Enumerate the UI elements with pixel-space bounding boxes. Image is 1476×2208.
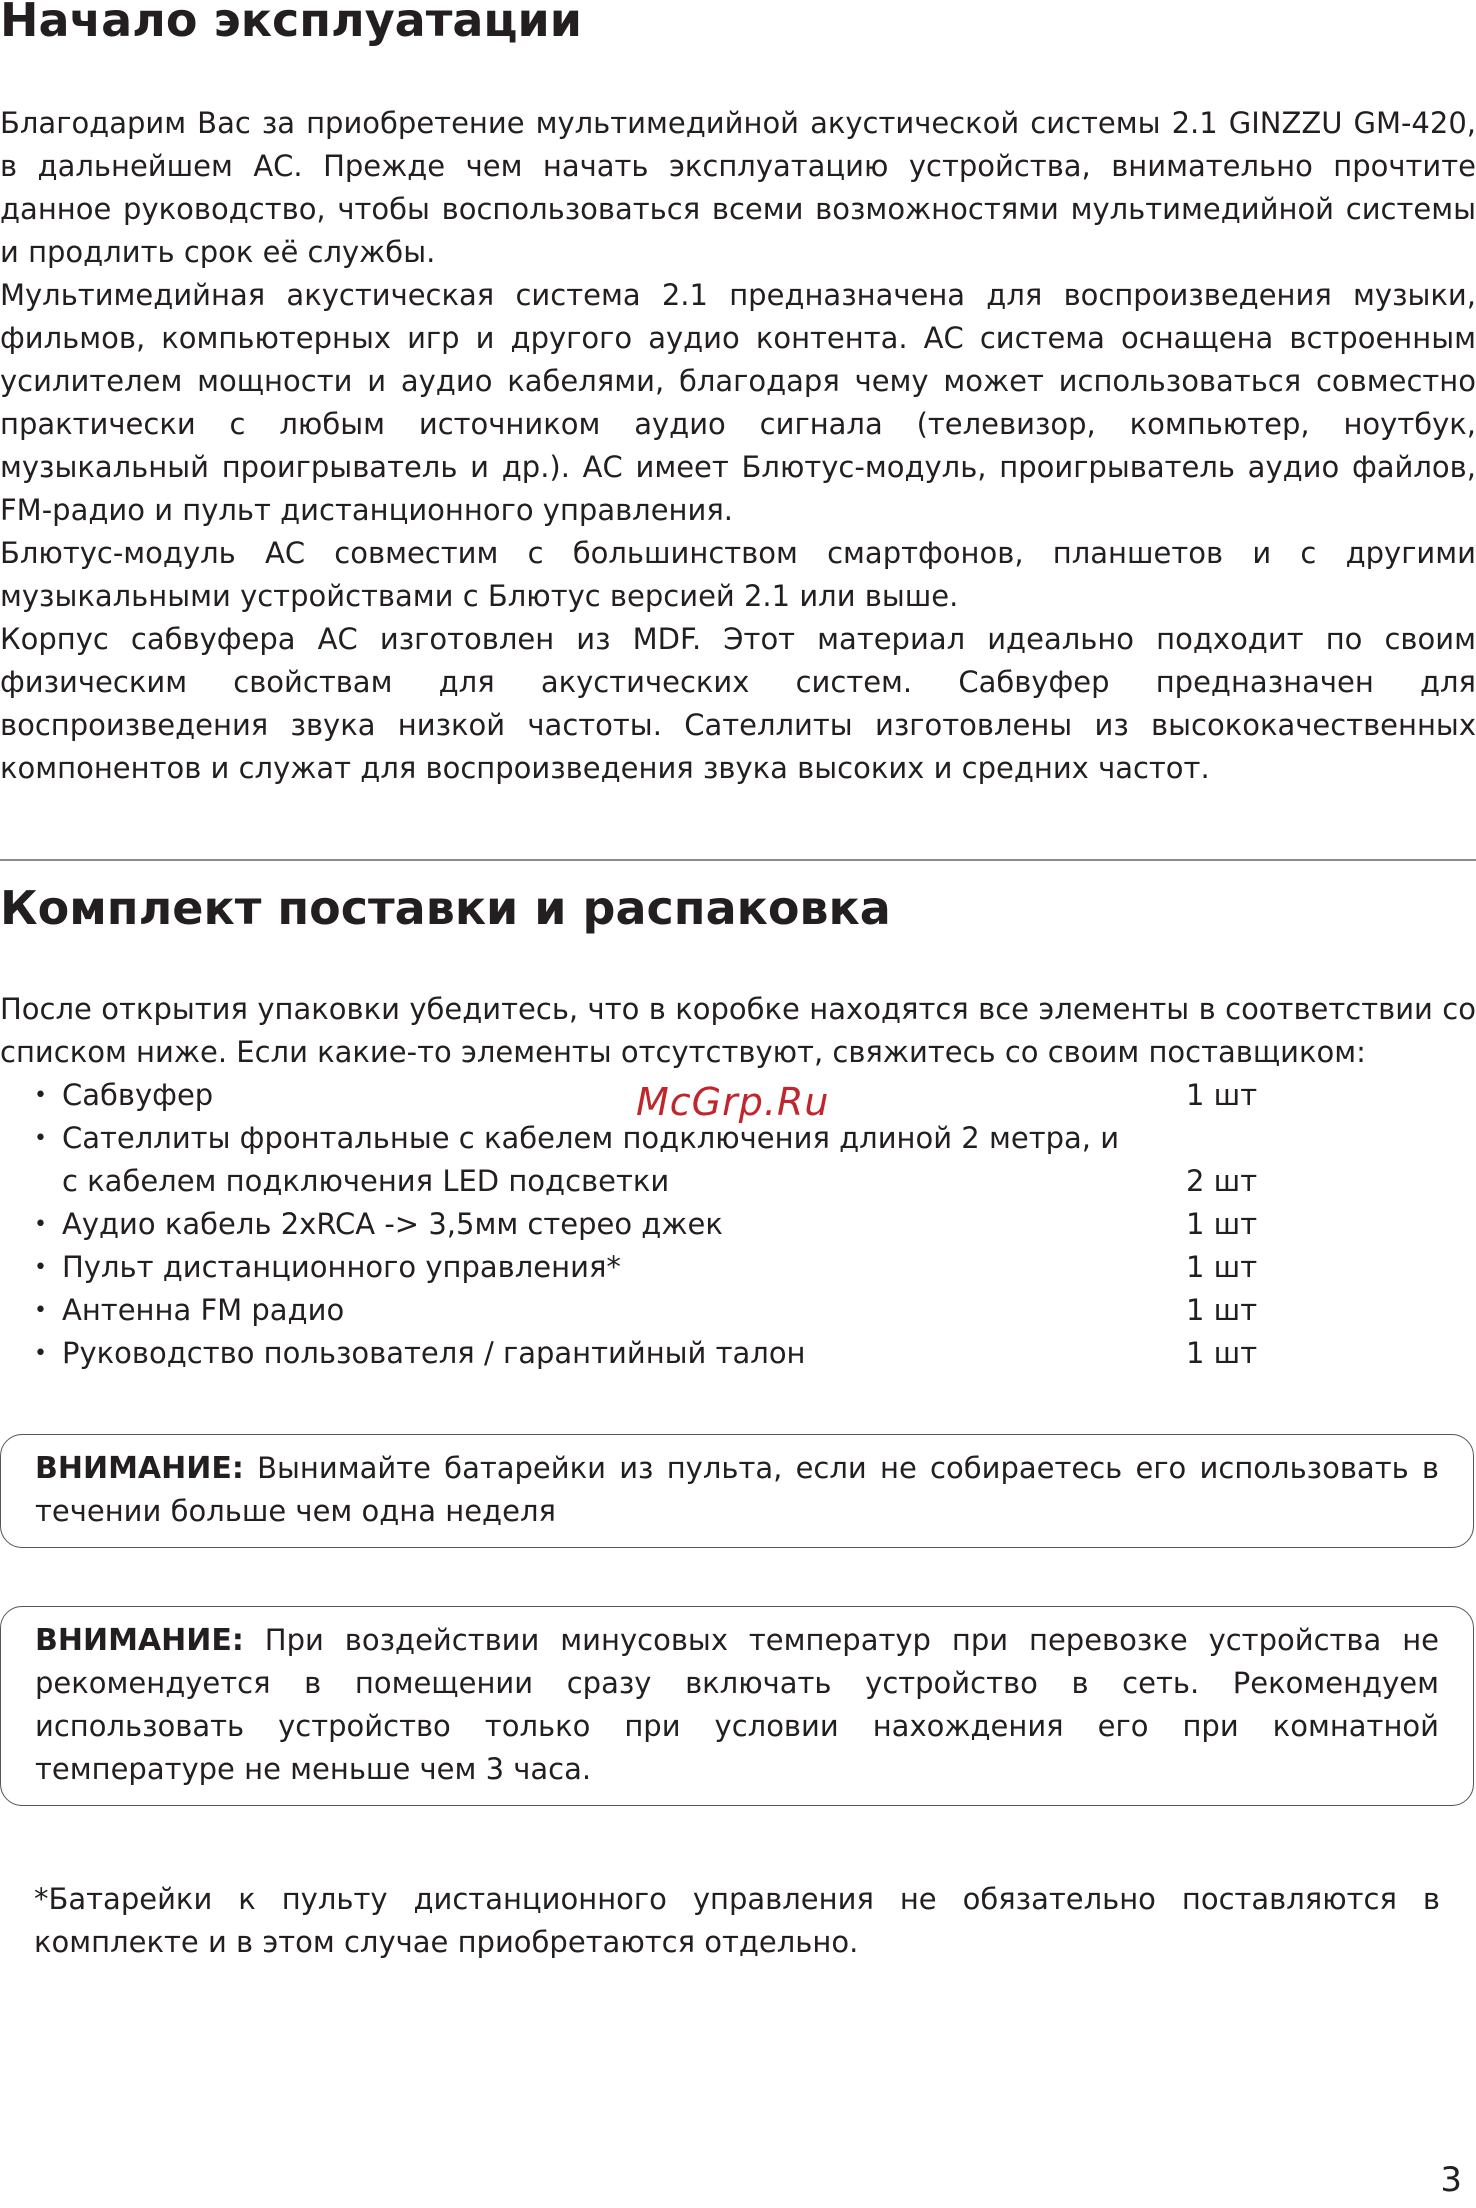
- paragraph: Корпус сабвуфера АС изготовлен из MDF. Этот материал идеально подходит по своим физическим свойствам для акустических систем. Сабвуфер предназначен для воспроизведения звука низкой частоты. Сателлиты изготовлены из высококачественных компонентов и служат для воспроизведения звука высоких и средних частот.: [0, 622, 1476, 785]
- item-quantity: 1 шт: [1186, 1293, 1258, 1327]
- section-title-start: Начало эксплуатации: [0, 0, 582, 47]
- paragraph: Благодарим Вас за приобретение мультимедийной акустической системы 2.1 GINZZU GM-420, в дальнейшем АС. Прежде чем начать эксплуатацию устройства, внимательно прочтите данное руководство, чтобы воспользоваться всеми возможностями мультимедийной системы и продлить срок её службы.: [0, 106, 1476, 269]
- list-item: [0, 1246, 1300, 1289]
- page-number: 3: [1440, 2160, 1462, 2200]
- item-name: Пульт дистанционного управления*: [62, 1250, 621, 1284]
- bullet: •: [34, 1083, 47, 1108]
- notice-label: ВНИМАНИЕ:: [35, 1451, 244, 1486]
- notice-box: [0, 1434, 1474, 1548]
- notice-text: При воздействии минусовых температур при перевозке устройства не рекомендуется в помещении сразу включать устройство в сеть. Рекомендуем использовать устройство только при условии нахождения его при комнатной температуре не меньше чем 3 часа.: [35, 1623, 1439, 1786]
- paragraph: Блютус-модуль АС совместим с большинством смартфонов, планшетов и с другими музыкальными устройствами с Блютус версией 2.1 или выше.: [0, 536, 1476, 613]
- bullet: •: [34, 1298, 47, 1323]
- bullet: •: [34, 1255, 47, 1280]
- item-name: с кабелем подключения LED подсветки: [62, 1164, 670, 1198]
- item-name: Руководство пользователя / гарантийный талон: [62, 1336, 806, 1370]
- bullet: •: [34, 1212, 47, 1237]
- paragraph: Мультимедийная акустическая система 2.1 предназначена для воспроизведения музыки, фильмов, компьютерных игр и другого аудио контента. АС система оснащена встроенным усилителем мощности и аудио кабелями, благодаря чему может использоваться совместно практически с любым источником аудио сигнала (телевизор, компьютер, ноутбук, музыкальный проигрыватель и др.). АС имеет Блютус-модуль, проигрыватель аудио файлов, FM-радио и пульт дистанционного управления.: [0, 278, 1476, 527]
- item-name: Сабвуфер: [62, 1078, 214, 1112]
- footnote: *Батарейки к пульту дистанционного управления не обязательно поставляются в комплекте и в этом случае приобретаются отдельно.: [34, 1882, 1440, 1959]
- notice-text: Вынимайте батарейки из пульта, если не собираетесь его использовать в течении больше чем одна неделя: [35, 1451, 1440, 1528]
- notice-label: ВНИМАНИЕ:: [35, 1623, 244, 1658]
- bullet: •: [34, 1341, 47, 1366]
- item-name: Сателлиты фронтальные с кабелем подключения длиной 2 метра, и: [62, 1121, 1120, 1155]
- item-name: Антенна FM радио: [62, 1293, 345, 1327]
- intro-text: [0, 102, 1476, 790]
- list-item: [0, 1332, 1300, 1375]
- watermark: McGrp.Ru: [636, 1080, 830, 1124]
- bullet: •: [34, 1126, 47, 1151]
- list-item-continuation: [0, 1160, 1300, 1203]
- item-quantity: 1 шт: [1186, 1078, 1258, 1112]
- item-name: Аудио кабель 2xRCA -> 3,5мм стерео джек: [62, 1207, 723, 1241]
- item-quantity: 1 шт: [1186, 1250, 1258, 1284]
- item-quantity: 1 шт: [1186, 1207, 1258, 1241]
- list-item: [0, 1203, 1300, 1246]
- section-title-package: Комплект поставки и распаковка: [0, 881, 891, 935]
- item-quantity: 2 шт: [1186, 1164, 1258, 1198]
- list-item: [0, 1289, 1300, 1332]
- notice-box: [0, 1606, 1474, 1806]
- package-intro: После открытия упаковки убедитесь, что в коробке находятся все элементы в соответствии со списком ниже. Если какие-то элементы отсутствуют, свяжитесь со своим поставщиком:: [0, 992, 1476, 1069]
- item-quantity: 1 шт: [1186, 1336, 1258, 1370]
- section-divider: [0, 859, 1476, 861]
